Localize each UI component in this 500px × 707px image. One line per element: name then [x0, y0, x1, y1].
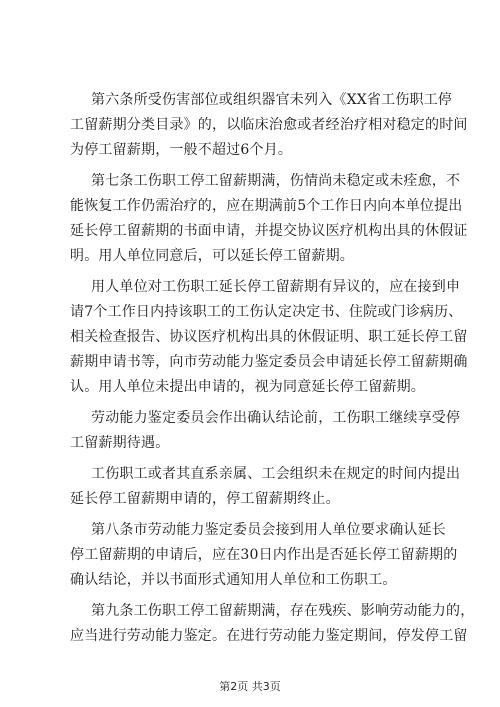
- text-line: 工留薪期分类目录》的，以临床治愈或者经治疗相对稳定的时间: [70, 117, 468, 133]
- paragraph: [70, 406, 461, 456]
- paragraph: [70, 518, 458, 593]
- paragraph: [70, 88, 468, 163]
- text-line: 认。用人单位未提出申请的，视为同意延长停工留薪期。: [70, 379, 425, 395]
- page-footer: 第2页 共3页: [219, 680, 281, 693]
- text-line: 第八条市劳动能力鉴定委员会接到用人单位要求确认延长: [91, 522, 446, 538]
- paragraph: [70, 462, 461, 512]
- text-line: 用人单位对工伤职工延长停工留薪期有异议的，应在接到申: [91, 279, 461, 295]
- text-line: 明。用人单位同意后，可以延长停工留薪期。: [70, 248, 354, 264]
- text-line: 能恢复工作仍需治疗的，应在期满前5个工作日内向本单位提出: [70, 198, 463, 214]
- text-line: 第六条所受伤害部位或组织器官未列入《XX省工伤职工停: [91, 92, 453, 108]
- text-line: 请7个工作日内持该职工的工伤认定决定书、住院或门诊病历、: [70, 304, 463, 320]
- text-line: 延长停工留薪期申请的，停工留薪期终止。: [70, 491, 340, 507]
- text-line: 薪期申请书等，向市劳动能力鉴定委员会申请延长停工留薪期确: [70, 354, 468, 370]
- text-line: 相关检查报告、协议医疗机构出具的休假证明、职工延长停工留: [70, 329, 468, 345]
- paragraph: [70, 169, 468, 269]
- text-line: 应当进行劳动能力鉴定。在进行劳动能力鉴定期间，停发停工留: [70, 628, 468, 644]
- paragraph: [70, 275, 468, 400]
- text-line: 第九条工伤职工停工留薪期满，存在残疾、影响劳动能力的，: [91, 603, 475, 619]
- text-line: 工伤职工或者其直系亲属、工会组织未在规定的时间内提出: [91, 466, 461, 482]
- text-line: 确认结论，并以书面形式通知用人单位和工伤职工。: [70, 572, 397, 588]
- text-line: 劳动能力鉴定委员会作出确认结论前，工伤职工继续享受停: [91, 410, 461, 426]
- text-line: 第七条工伤职工停工留薪期满，伤情尚未稳定或未痊愈，不: [91, 173, 461, 189]
- text-line: 停工留薪期的申请后，应在30日内作出是否延长停工留薪期的: [70, 547, 458, 563]
- text-line: 延长停工留薪期的书面申请，并提交协议医疗机构出具的休假证: [70, 223, 468, 239]
- text-line: 工留薪期待遇。: [70, 435, 170, 451]
- text-line: 为停工留薪期，一般不超过6个月。: [70, 142, 293, 158]
- document-body: [70, 88, 475, 655]
- paragraph: [70, 599, 475, 649]
